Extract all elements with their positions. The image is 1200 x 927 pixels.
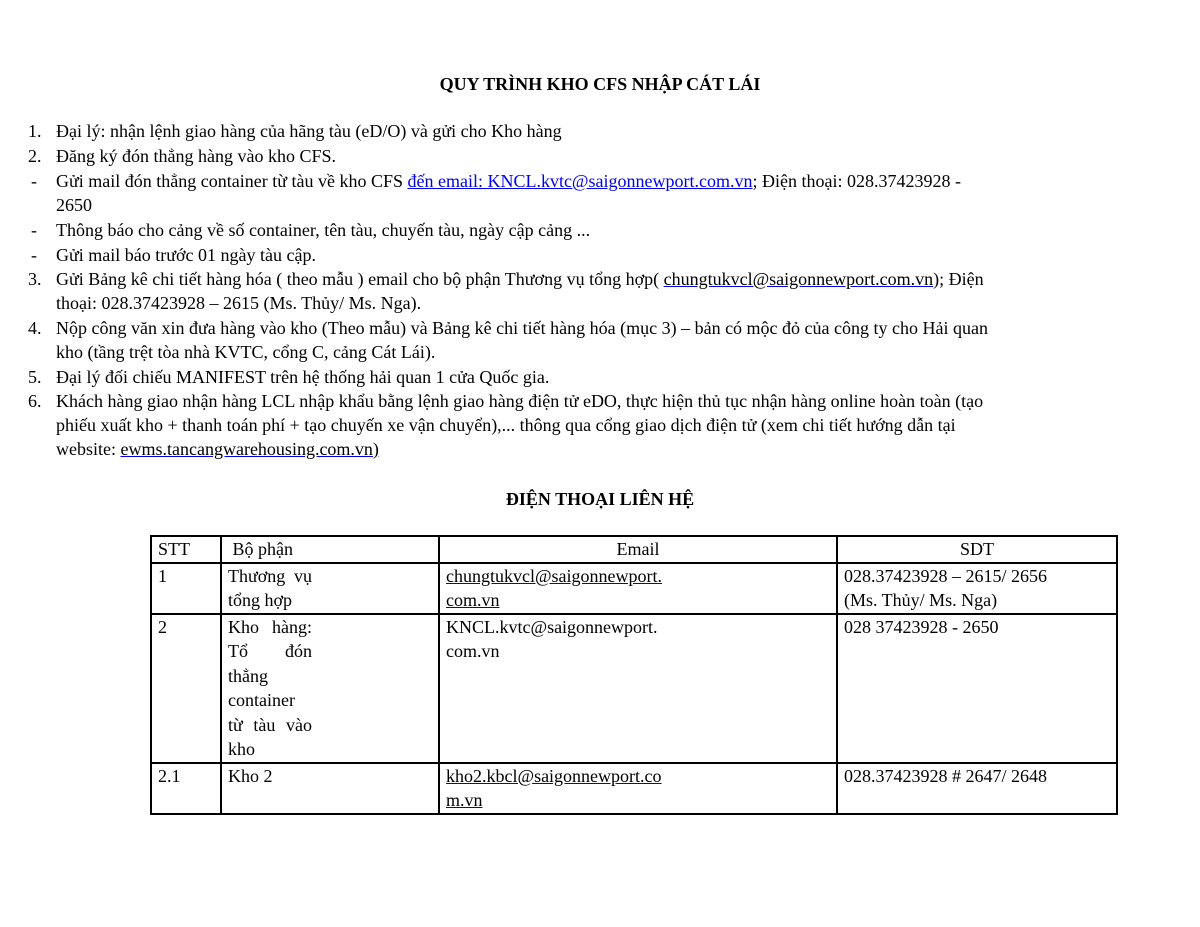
column-header: STT	[151, 536, 221, 563]
email-link[interactable]: chungtukvcl@saigonnewport.com.vn	[663, 269, 934, 289]
column-header: Email	[439, 536, 837, 563]
list-item-text: Đăng ký đón thẳng hàng vào kho CFS.	[56, 146, 336, 166]
list-item-text: website: ewms.tancangwarehousing.com.vn)	[56, 439, 379, 459]
dept-cell: Thương vụ tổng hợp	[221, 563, 439, 614]
table-row	[151, 614, 1117, 763]
list-item-text: phiếu xuất kho + thanh toán phí + tạo chuyến xe vận chuyển),... thông qua cổng giao dịch điện tử (xem chi tiết hướng dẫn tại	[56, 415, 956, 435]
list-marker: -	[31, 220, 37, 240]
contact-heading: ĐIỆN THOẠI LIÊN HỆ	[505, 489, 695, 509]
list-item-text: Đại lý: nhận lệnh giao hàng của hãng tàu (eD/O) và gửi cho Kho hàng	[56, 121, 562, 141]
list-item-text: Đại lý đối chiếu MANIFEST trên hệ thống hải quan 1 cửa Quốc gia.	[56, 367, 550, 387]
list-item-text: Gửi mail báo trước 01 ngày tàu cập.	[56, 245, 316, 265]
phone-cell: 028.37423928 – 2615/ 2656 (Ms. Thủy/ Ms. Nga)	[837, 563, 1117, 614]
list-item-text: Gửi Bảng kê chi tiết hàng hóa ( theo mẫu ) email cho bộ phận Thương vụ tổng hợp( chungtukvcl@saigonnewport.com.vn); Điện	[56, 269, 984, 289]
website-link[interactable]: ewms.tancangwarehousing.com.vn)	[120, 439, 379, 459]
list-marker: 5.	[28, 367, 42, 387]
column-header: SDT	[837, 536, 1117, 563]
dept-cell: Kho 2	[221, 763, 439, 814]
phone-cell: 028 37423928 - 2650	[837, 614, 1117, 763]
list-item-text: 2650	[56, 195, 92, 215]
list-item-text: thoại: 028.37423928 – 2615 (Ms. Thủy/ Ms. Nga).	[56, 293, 422, 313]
stt-cell: 2	[151, 614, 221, 763]
table-header-row	[151, 536, 1117, 563]
list-marker: 1.	[28, 121, 42, 141]
list-marker: 2.	[28, 146, 42, 166]
list-item-text: Nộp công văn xin đưa hàng vào kho (Theo mẫu) và Bảng kê chi tiết hàng hóa (mục 3) – bản có mộc đỏ của công ty cho Hải quan	[56, 318, 988, 338]
stt-cell: 2.1	[151, 763, 221, 814]
email-link[interactable]: đến email: KNCL.kvtc@saigonnewport.com.vn	[407, 171, 753, 191]
column-header: Bộ phận	[221, 536, 439, 563]
table-row	[151, 763, 1117, 814]
list-item-text: Gửi mail đón thẳng container từ tàu về kho CFS đến email: KNCL.kvtc@saigonnewport.com.vn; Điện thoại: 028.37423928 -	[56, 171, 961, 191]
list-marker: -	[31, 171, 37, 191]
list-marker: -	[31, 245, 37, 265]
email-cell[interactable]: chungtukvcl@saigonnewport. com.vn	[439, 563, 837, 614]
phone-cell: 028.37423928 # 2647/ 2648	[837, 763, 1117, 814]
list-marker: 3.	[28, 269, 42, 289]
list-marker: 6.	[28, 391, 42, 411]
contact-table	[150, 535, 1118, 815]
stt-cell: 1	[151, 563, 221, 614]
email-cell[interactable]: kho2.kbcl@saigonnewport.co m.vn	[439, 763, 837, 814]
document-title: QUY TRÌNH KHO CFS NHẬP CÁT LÁI	[439, 74, 761, 94]
list-item-text: Khách hàng giao nhận hàng LCL nhập khẩu bằng lệnh giao hàng điện tử eDO, thực hiện thủ tục nhận hàng online hoàn toàn (tạo	[56, 391, 984, 411]
list-item-text: kho (tầng trệt tòa nhà KVTC, cổng C, cảng Cát Lái).	[56, 342, 436, 362]
list-marker: 4.	[28, 318, 42, 338]
dept-cell: Kho hàng: Tổ đón thẳng container từ tàu vào kho	[221, 614, 439, 763]
table-row	[151, 563, 1117, 614]
list-item-text: Thông báo cho cảng về số container, tên tàu, chuyến tàu, ngày cập cảng ...	[56, 220, 591, 240]
email-cell[interactable]: KNCL.kvtc@saigonnewport. com.vn	[439, 614, 837, 763]
